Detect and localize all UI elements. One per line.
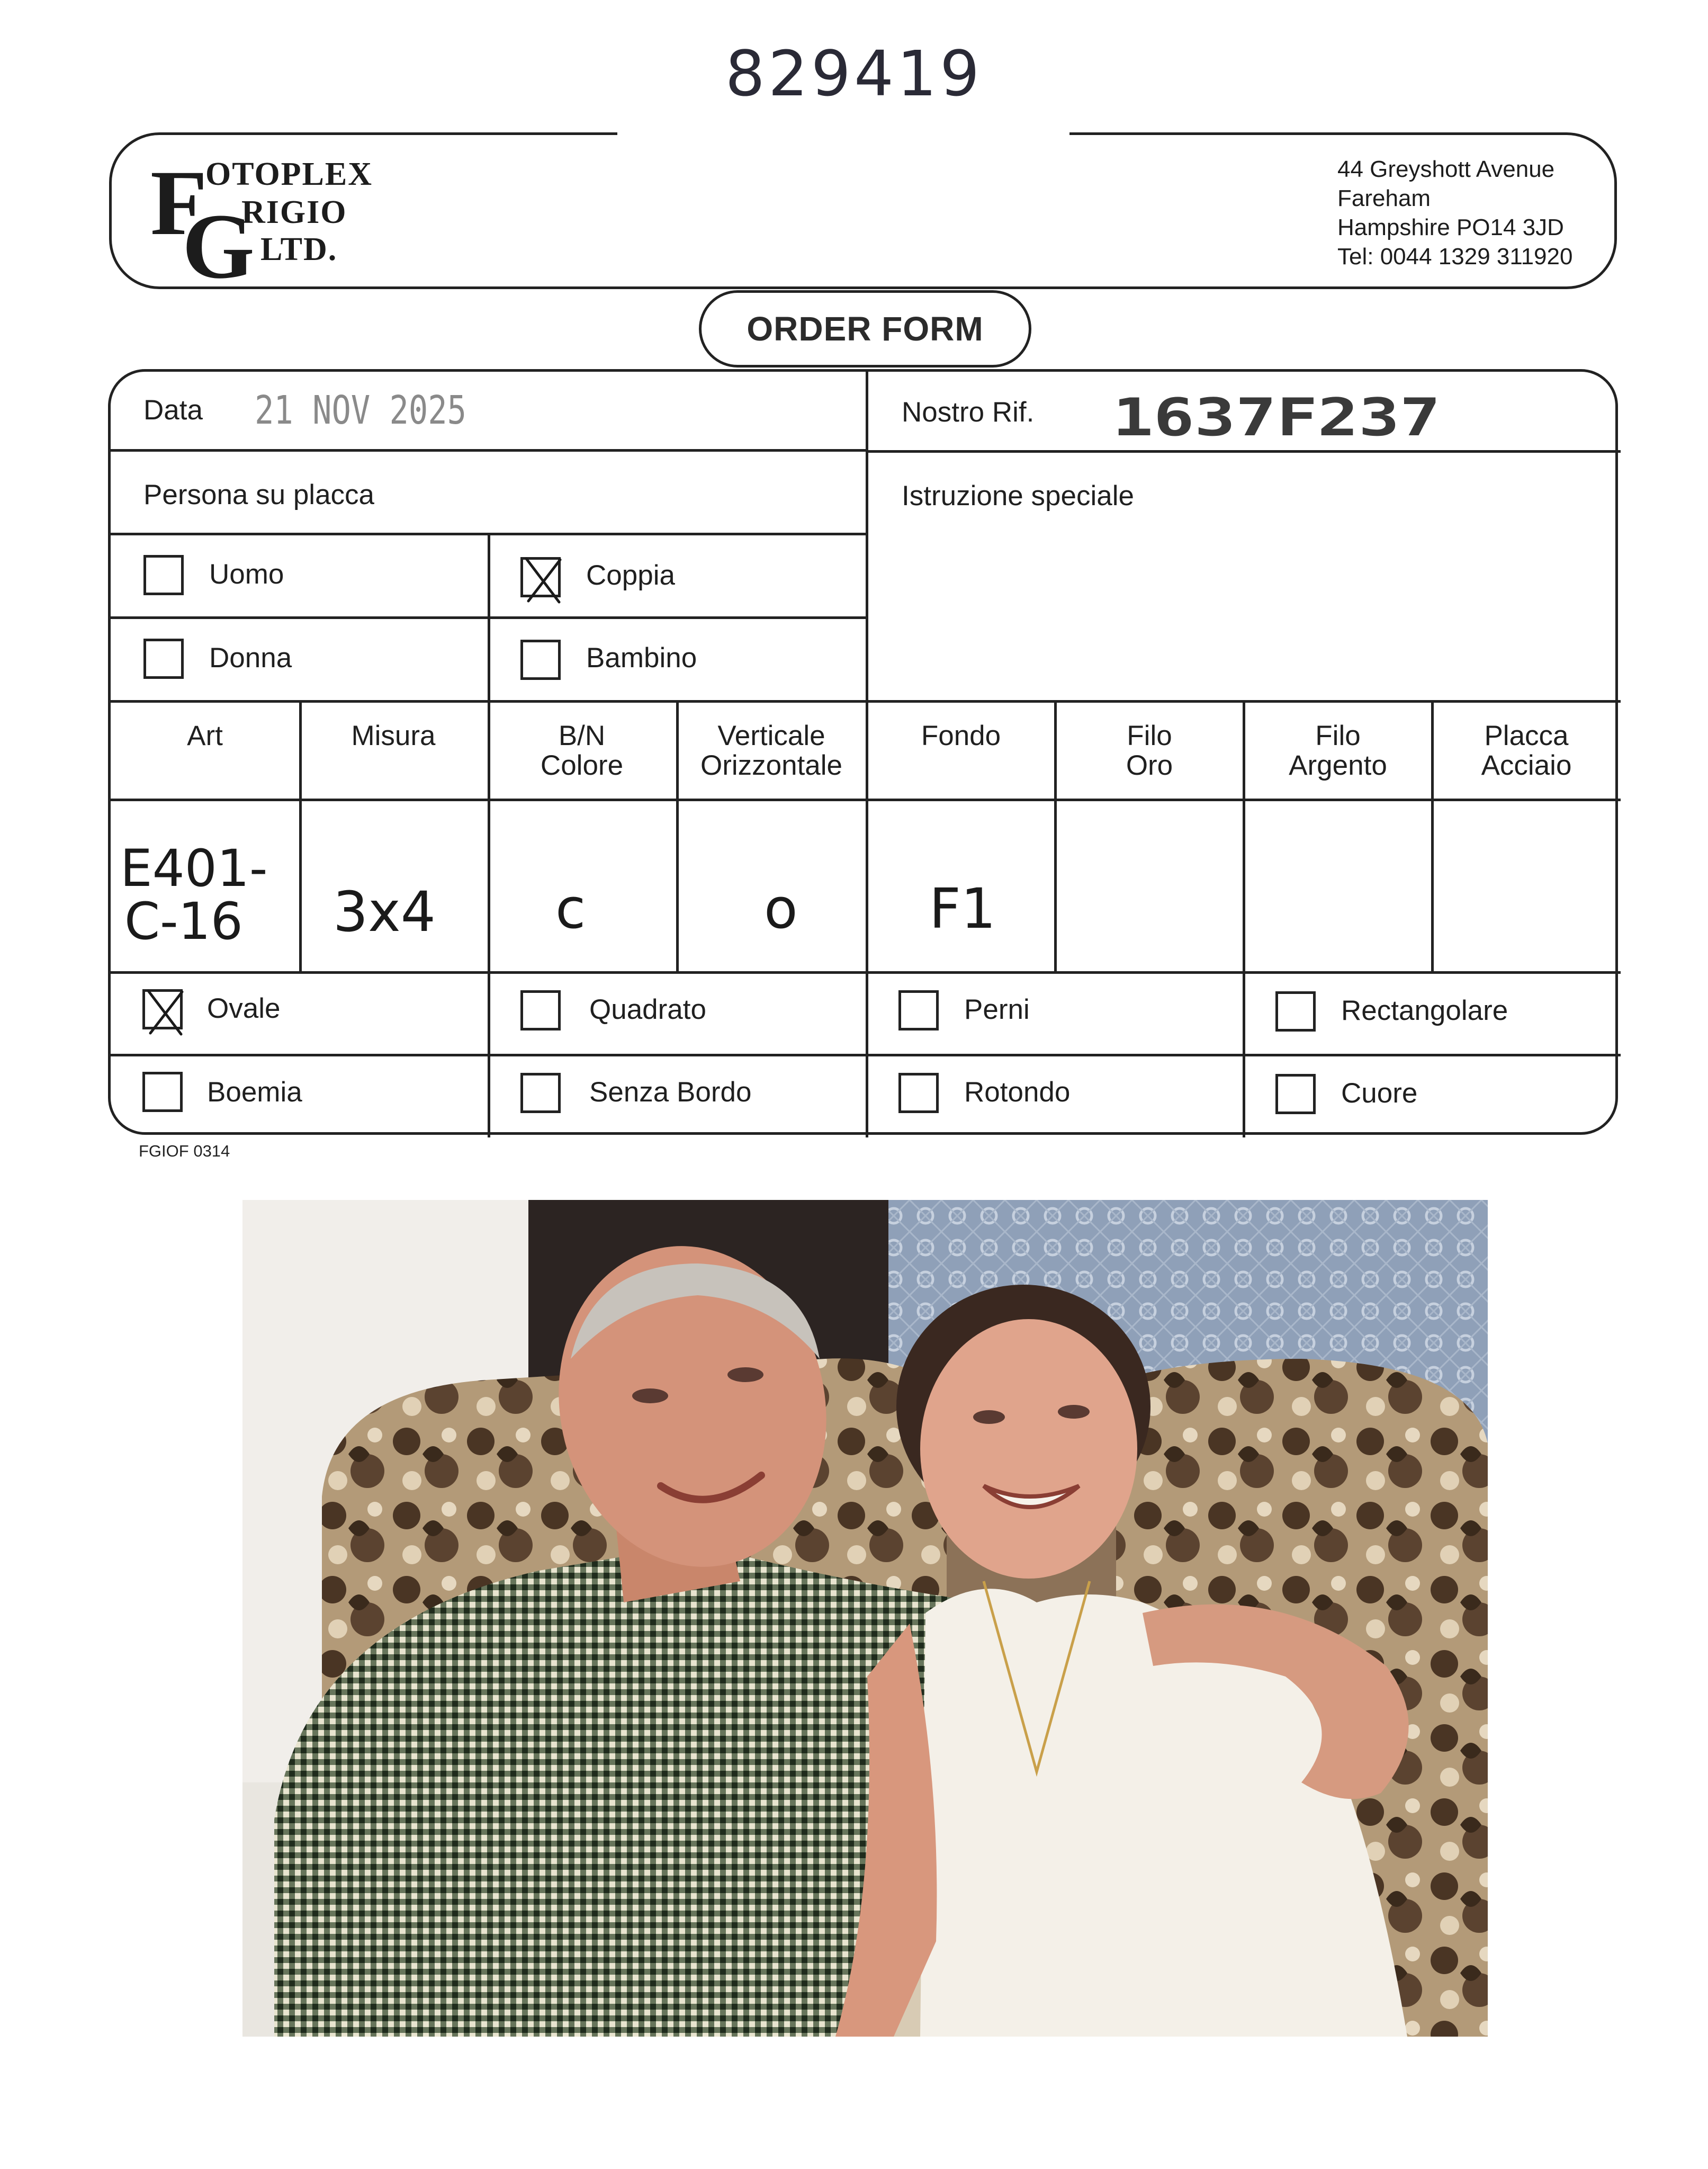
checkbox-coppia[interactable] (520, 557, 561, 597)
company-address (1337, 155, 1572, 271)
checkbox-quadrato[interactable] (520, 990, 561, 1030)
column-header-fondo: Fondo (921, 720, 1001, 751)
column-header-art: Art (187, 720, 223, 751)
address-phone: Tel: 0044 1329 311920 (1337, 244, 1573, 270)
check-mark-icon (520, 554, 567, 605)
column-header-filo-oro: Filo Oro (1126, 720, 1173, 781)
logo-line-2: RIGIO (241, 194, 347, 230)
column-header-filo-argento: Filo Argento (1289, 720, 1387, 781)
option-rectangolare-label: Rectangolare (1341, 995, 1508, 1026)
handwritten-misura: 3x4 (333, 880, 436, 944)
reference-stamp-text: 1637F237 (1112, 388, 1441, 448)
date-stamp (254, 387, 476, 434)
column-header-placca-acciaio: Placca Acciaio (1481, 720, 1572, 781)
handwritten-orizzontale: o (764, 876, 798, 941)
option-uomo-label: Uomo (209, 559, 284, 590)
divider-persona (488, 533, 490, 701)
photo-illustration (242, 1200, 1488, 2037)
rule-data-row (111, 449, 868, 452)
checkbox-uomo[interactable] (143, 555, 184, 595)
handwritten-art-line-2: C-16 (124, 892, 243, 951)
option-ovale-label: Ovale (207, 993, 281, 1024)
header-box-gap (617, 127, 1069, 140)
nostro-rif-label: Nostro Rif. (902, 397, 1035, 428)
option-cuore-label: Cuore (1341, 1078, 1418, 1109)
form-code: FGIOF 0314 (139, 1142, 230, 1160)
checkbox-senza-bordo[interactable] (520, 1073, 561, 1113)
istruzione-label: Istruzione speciale (902, 480, 1134, 512)
reference-stamp (1111, 388, 1461, 451)
persona-label: Persona su placca (143, 479, 375, 510)
logo-initial-f: F (150, 151, 208, 255)
address-line: 44 Greyshott Avenue (1337, 156, 1555, 182)
option-donna-label: Donna (209, 642, 292, 674)
column-header-orientamento: Verticale Orizzontale (700, 720, 843, 781)
checkbox-rectangolare[interactable] (1275, 991, 1316, 1032)
address-line: Fareham (1337, 185, 1431, 211)
handwritten-art-line-1: E401- (120, 839, 268, 898)
date-stamp-text: 21 NOV 2025 (255, 388, 466, 433)
column-header-misura: Misura (351, 720, 436, 751)
checkbox-ovale[interactable] (142, 989, 183, 1029)
order-form-table (108, 369, 1618, 1135)
option-quadrato-label: Quadrato (589, 994, 706, 1025)
checkbox-bambino[interactable] (520, 640, 561, 680)
option-senza-bordo-label: Senza Bordo (589, 1077, 752, 1108)
option-perni-label: Perni (964, 994, 1030, 1025)
option-boemia-label: Boemia (207, 1077, 302, 1108)
column-header-bn-colore: B/N Colore (540, 720, 624, 781)
order-number: 829419 (725, 37, 983, 110)
logo-line-1: OTOPLEX (205, 156, 373, 192)
checkbox-perni[interactable] (898, 990, 939, 1030)
form-title: ORDER FORM (699, 290, 1031, 368)
option-rotondo-label: Rotondo (964, 1077, 1071, 1108)
option-coppia-label: Coppia (586, 560, 675, 591)
handwritten-colore: c (555, 876, 586, 941)
handwritten-fondo: F1 (929, 876, 996, 941)
company-logo (148, 151, 373, 298)
logo-line-3: LTD. (260, 231, 338, 267)
option-bambino-label: Bambino (586, 642, 697, 674)
checkbox-cuore[interactable] (1275, 1074, 1316, 1114)
data-label: Data (143, 395, 203, 426)
customer-photo (242, 1200, 1488, 2037)
checkbox-boemia[interactable] (142, 1072, 183, 1112)
checkbox-donna[interactable] (143, 639, 184, 679)
checkbox-rotondo[interactable] (898, 1073, 939, 1113)
logo-initial-g: G (182, 195, 255, 298)
check-mark-icon (142, 987, 188, 1037)
address-line: Hampshire PO14 3JD (1337, 214, 1564, 240)
